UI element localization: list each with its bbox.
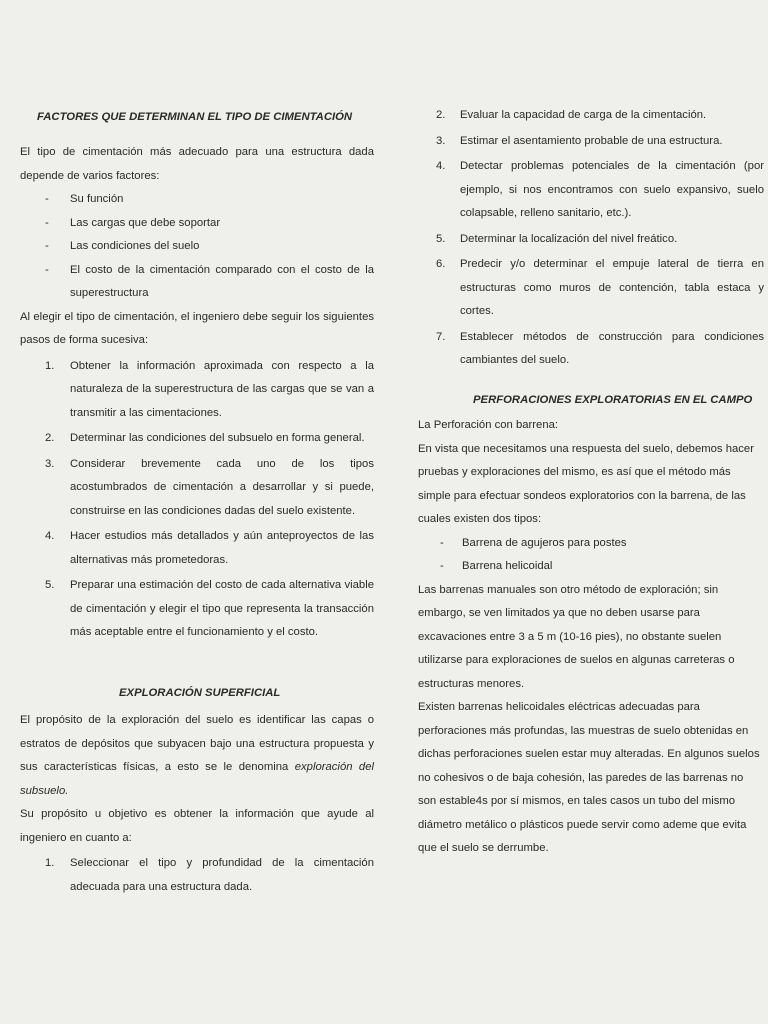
list-item: 3. Considerar brevemente cada uno de los tipos acostumbrados de cimentación a desarrollar y si puede, construirse en las condiciones dadas del suelo existente. (45, 457, 374, 517)
list-item: - Su función (45, 193, 124, 205)
exploracion-list-cont (418, 104, 764, 373)
perforacion-paragraph-2: Las barrenas manuales son otro método de exploración; sin embargo, se ven limitados ya que no deben usarse para excavaciones entre 3 a 5 m (10-16 pies), no obstante suelen utilizarse para exploraciones de suelos en algunas carreteras o estructuras menores. (418, 583, 735, 690)
list-item: - Barrena helicoidal (440, 560, 553, 572)
list-item: - Las condiciones del suelo (45, 240, 200, 252)
perforacion-paragraph-1: En vista que necesitamos una respuesta del suelo, debemos hacer pruebas y exploraciones del mismo, es así que el método más simple para efectuar sondeos exploratorios con la barrena, de las cuales existen dos tipos: (418, 442, 754, 525)
heading-factores: FACTORES QUE DETERMINAN EL TIPO DE CIMENTACIÓN (37, 111, 353, 123)
list-item: 3. Estimar el asentamiento probable de una estructura. (436, 134, 723, 147)
list-item: 2. Determinar las condiciones del subsuelo en forma general. (45, 432, 365, 444)
list-item: - El costo de la cimentación comparado con el costo de la superestructura (45, 263, 374, 299)
barrena-types-list (418, 532, 764, 579)
heading-perforaciones: PERFORACIONES EXPLORATORIAS EN EL CAMPO (473, 394, 753, 406)
exploracion-paragraph: El propósito de la exploración del suelo es identificar las capas o estratos de depósitos que subyacen bajo una estructura propuesta y sus características físicas, a esto se le denomina exploración del subsuelo. (20, 714, 374, 797)
factores-list (20, 188, 374, 306)
exploracion-list-continued (418, 104, 764, 375)
list-item: 6. Predecir y/o determinar el empuje lateral de tierra en estructuras como muros de contención, tabla estaca y cortes. (436, 258, 764, 317)
list-item: 1. Seleccionar el tipo y profundidad de la cimentación adecuada para una estructura dada. (45, 857, 374, 893)
steps-intro: Al elegir el tipo de cimentación, el ingeniero debe seguir los siguientes pasos de forma sucesiva: (20, 310, 374, 346)
list-item: - Las cargas que debe soportar (45, 216, 221, 229)
exploracion-section (20, 709, 374, 901)
steps-list (20, 355, 374, 645)
list-item: 4. Detectar problemas potenciales de la cimentación (por ejemplo, si nos encontramos con suelo expansivo, suelo colapsable, relleno sanitario, etc.). (436, 160, 764, 219)
list-item: 5. Preparar una estimación del costo de cada alternativa viable de cimentación y elegir el tipo que representa la transacción más aceptable entre el funcionamiento y el costo. (45, 579, 374, 638)
list-item: 2. Evaluar la capacidad de carga de la cimentación. (436, 109, 707, 121)
exploracion-purpose: Su propósito u objetivo es obtener la información que ayude al ingeniero en cuanto a: (20, 808, 374, 844)
list-item: - Barrena de agujeros para postes (440, 536, 627, 549)
perforacion-paragraph-3: Existen barrenas helicoidales eléctricas adecuadas para perforaciones más profundas, las muestras de suelo obtenidas en dichas perforaciones suelen estar muy alteradas. En algunos suelos no cohesivos o de baja cohesión, las paredes de las barrenas no son estable4s por sí mismos, en tales casos un tubo del mismo diámetro metálico o plásticos puede servir como ademe que evita que el suelo se derrumbe. (418, 701, 760, 854)
list-item: 4. Hacer estudios más detallados y aún anteproyectos de las alternativas más prometedoras. (45, 530, 374, 566)
factores-intro: El tipo de cimentación más adecuado para una estructura dada depende de varios factores: (20, 146, 374, 182)
factores-section (20, 141, 374, 647)
list-item: 1. Obtener la información aproximada con respecto a la naturaleza de la superestructura de las cargas que se van a transmitir a las cimentaciones. (45, 359, 374, 419)
list-item: 7. Establecer métodos de construcción para condiciones cambiantes del suelo. (436, 330, 764, 366)
list-item: 5. Determinar la localización del nivel freático. (436, 232, 678, 245)
perforaciones-section (418, 414, 764, 861)
perforacion-title: La Perforación con barrena: (418, 419, 559, 431)
heading-exploracion: EXPLORACIÓN SUPERFICIAL (119, 687, 281, 699)
exploracion-list (20, 852, 374, 899)
